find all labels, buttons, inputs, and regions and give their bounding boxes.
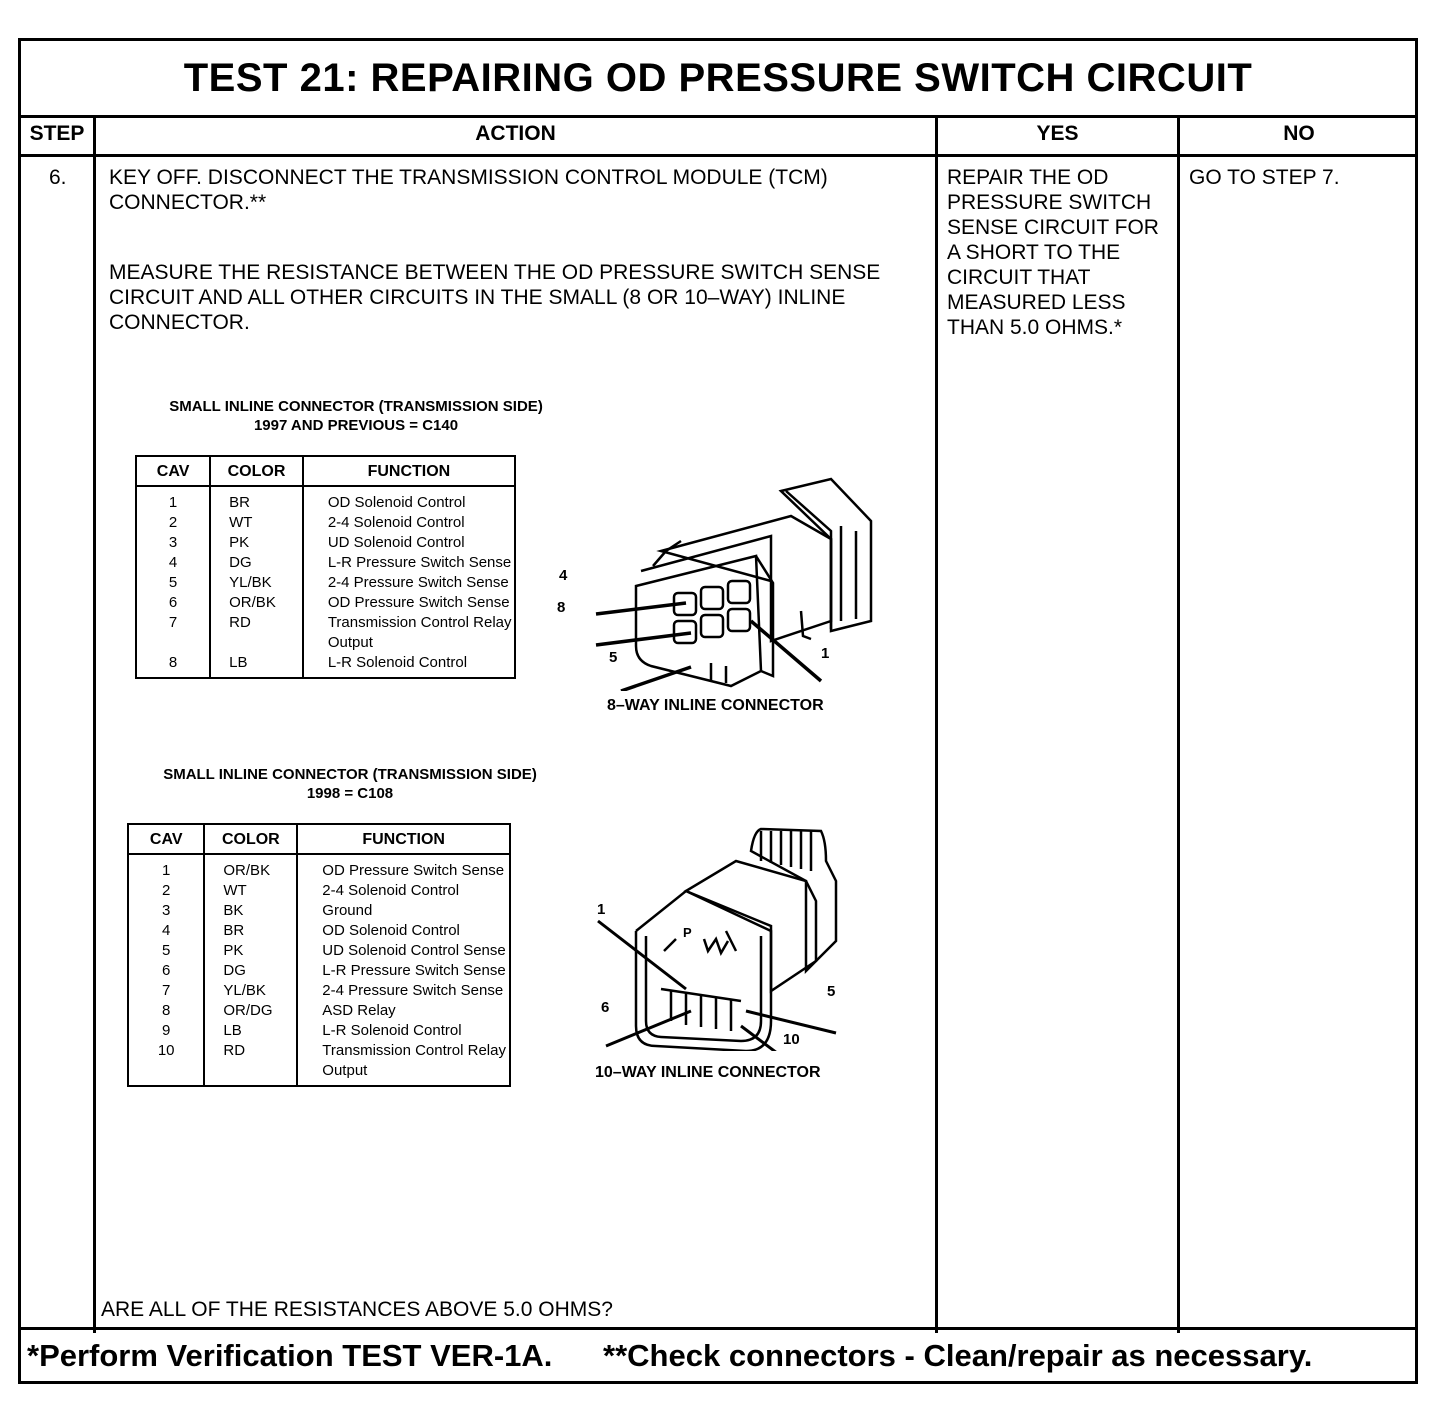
- cell-color: WT: [204, 881, 297, 901]
- cell-cav: 4: [128, 921, 204, 941]
- page-title: TEST 21: REPAIRING OD PRESSURE SWITCH CIRCUIT: [21, 41, 1415, 118]
- table-row: [128, 921, 510, 941]
- table-row: [128, 881, 510, 901]
- cell-cav: 7: [136, 613, 210, 653]
- 10-way-connector-drawing: [576, 821, 866, 1051]
- table-row: [128, 1001, 510, 1021]
- 8-way-pin-label-5: 5: [609, 649, 618, 666]
- step-number: 6.: [49, 166, 67, 189]
- table-row: [128, 1021, 510, 1041]
- cell-function: 2-4 Pressure Switch Sense: [327, 574, 509, 591]
- pinout-table-c108: [127, 823, 511, 1087]
- cell-color: RD: [204, 1041, 297, 1086]
- cell-color: OR/DG: [204, 1001, 297, 1021]
- cell-cav: 4: [136, 553, 210, 573]
- table-row: [128, 1041, 510, 1086]
- table2-caption: [125, 765, 575, 803]
- cell-cav: 1: [136, 486, 210, 513]
- cell-function: 2-4 Pressure Switch Sense: [322, 982, 504, 999]
- action-question: ARE ALL OF THE RESISTANCES ABOVE 5.0 OHMS?: [101, 1298, 613, 1321]
- test-sheet: [18, 38, 1418, 1384]
- table2-caption-line2: 1998 = C108: [306, 785, 394, 802]
- cell-function: L-R Solenoid Control: [322, 1022, 462, 1039]
- 8-way-connector-label: 8–WAY INLINE CONNECTOR: [607, 697, 824, 714]
- cell-cav: 10: [128, 1041, 204, 1086]
- cell-function: OD Solenoid Control: [322, 922, 460, 939]
- cell-color: WT: [210, 513, 303, 533]
- 10-way-pin-label-6: 6: [601, 999, 610, 1016]
- 8-way-connector-drawing: [541, 471, 901, 691]
- footer-verification-note: *Perform Verification TEST VER-1A.: [27, 1338, 553, 1373]
- 10-way-pin-p-mark: P: [683, 925, 692, 940]
- table-row: [128, 901, 510, 921]
- cell-cav: 6: [136, 593, 210, 613]
- cell-cav: 8: [128, 1001, 204, 1021]
- cell-function: Ground: [322, 902, 373, 919]
- footer-connector-note: **Check connectors - Clean/repair as necessary.: [603, 1338, 1313, 1373]
- cell-function: L-R Solenoid Control: [327, 654, 468, 671]
- cell-color: LB: [204, 1021, 297, 1041]
- header-yes: YES: [938, 115, 1177, 157]
- t2-header-color: COLOR: [204, 824, 297, 854]
- t2-header-cav: CAV: [128, 824, 204, 854]
- t1-header-color: COLOR: [210, 456, 303, 486]
- cell-cav: 8: [136, 653, 210, 678]
- cell-color: BR: [204, 921, 297, 941]
- cell-color: BK: [204, 901, 297, 921]
- footer-notes: [21, 1327, 1415, 1381]
- table-row: [136, 613, 515, 653]
- table-row: [136, 513, 515, 533]
- cell-function: ASD Relay: [322, 1002, 396, 1019]
- header-no: NO: [1180, 115, 1418, 157]
- cell-color: DG: [204, 961, 297, 981]
- t1-header-cav: CAV: [136, 456, 210, 486]
- table-row: [136, 593, 515, 613]
- divider-action: [935, 115, 938, 1333]
- table-row: [128, 981, 510, 1001]
- cell-cav: 3: [128, 901, 204, 921]
- 10-way-connector-label: 10–WAY INLINE CONNECTOR: [595, 1064, 821, 1081]
- cell-cav: 3: [136, 533, 210, 553]
- cell-cav: 2: [136, 513, 210, 533]
- cell-cav: 7: [128, 981, 204, 1001]
- action-instruction: KEY OFF. DISCONNECT THE TRANSMISSION CONTROL MODULE (TCM) CONNECTOR.**: [109, 166, 828, 214]
- cell-color: BR: [210, 486, 303, 513]
- 10-way-pin-label-1: 1: [597, 901, 606, 918]
- table2-caption-line1: SMALL INLINE CONNECTOR (TRANSMISSION SIDE): [163, 766, 537, 783]
- cell-function: Transmission Control Relay Output: [327, 614, 512, 651]
- pinout-table-c140: [135, 455, 516, 679]
- table-row: [136, 573, 515, 593]
- cell-color: PK: [210, 533, 303, 553]
- header-step: STEP: [21, 115, 93, 157]
- cell-color: PK: [204, 941, 297, 961]
- cell-function: 2-4 Solenoid Control: [322, 882, 460, 899]
- cell-cav: 2: [128, 881, 204, 901]
- cell-color: YL/BK: [204, 981, 297, 1001]
- table-row: [136, 533, 515, 553]
- cell-function: OD Pressure Switch Sense: [327, 594, 510, 611]
- 10-way-pin-label-10: 10: [783, 1031, 800, 1048]
- cell-color: OR/BK: [210, 593, 303, 613]
- 8-way-pin-label-1: 1: [821, 645, 830, 662]
- action-measure: MEASURE THE RESISTANCE BETWEEN THE OD PRESSURE SWITCH SENSE CIRCUIT AND ALL OTHER CIRCUITS IN THE SMALL (8 OR 10–WAY) INLINE CONNECTOR.: [109, 261, 881, 334]
- table1-caption-line1: SMALL INLINE CONNECTOR (TRANSMISSION SIDE): [169, 398, 543, 415]
- cell-function: 2-4 Solenoid Control: [327, 514, 465, 531]
- table-row: [136, 553, 515, 573]
- cell-color: DG: [210, 553, 303, 573]
- cell-cav: 9: [128, 1021, 204, 1041]
- cell-cav: 6: [128, 961, 204, 981]
- yes-result: REPAIR THE OD PRESSURE SWITCH SENSE CIRCUIT FOR A SHORT TO THE CIRCUIT THAT MEASURED LESS THAN 5.0 OHMS.*: [947, 166, 1159, 339]
- cell-function: UD Solenoid Control: [327, 534, 465, 551]
- 8-way-pin-label-4: 4: [559, 567, 568, 584]
- table1-caption: [131, 397, 581, 435]
- t1-header-function: FUNCTION: [303, 456, 515, 486]
- divider-step: [93, 115, 96, 1333]
- cell-color: OR/BK: [204, 854, 297, 881]
- cell-function: OD Pressure Switch Sense: [322, 862, 505, 879]
- cell-function: L-R Pressure Switch Sense: [327, 554, 512, 571]
- t2-header-function: FUNCTION: [297, 824, 510, 854]
- no-result: GO TO STEP 7.: [1189, 166, 1340, 189]
- table-row: [128, 854, 510, 881]
- divider-yes: [1177, 115, 1180, 1333]
- table-row: [128, 941, 510, 961]
- table-row: [136, 486, 515, 513]
- table-row: [136, 653, 515, 678]
- cell-function: L-R Pressure Switch Sense: [322, 962, 506, 979]
- table-row: [128, 961, 510, 981]
- 8-way-pin-label-8: 8: [557, 599, 566, 616]
- cell-cav: 5: [128, 941, 204, 961]
- cell-function: UD Solenoid Control Sense: [322, 942, 506, 959]
- cell-color: LB: [210, 653, 303, 678]
- t2-body: [128, 854, 510, 1086]
- cell-color: RD: [210, 613, 303, 653]
- cell-function: Transmission Control Relay Output: [322, 1042, 506, 1079]
- t1-body: [136, 486, 515, 678]
- cell-color: YL/BK: [210, 573, 303, 593]
- cell-cav: 5: [136, 573, 210, 593]
- header-action: ACTION: [96, 115, 935, 157]
- cell-cav: 1: [128, 854, 204, 881]
- 10-way-pin-label-5: 5: [827, 983, 836, 1000]
- table1-caption-line2: 1997 AND PREVIOUS = C140: [253, 417, 459, 434]
- cell-function: OD Solenoid Control: [327, 494, 466, 511]
